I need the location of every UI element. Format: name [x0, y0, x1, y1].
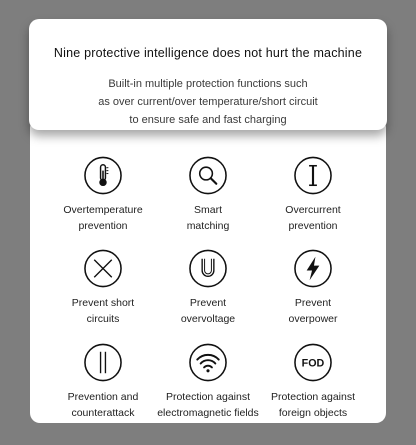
wifi-icon — [189, 343, 228, 382]
feature-label: Overtemperature — [63, 204, 143, 216]
u-shape-icon — [189, 249, 228, 288]
lightning-icon — [294, 249, 333, 288]
feature-label: Protection against — [165, 391, 251, 403]
description — [29, 75, 387, 129]
feature-label: matching — [186, 220, 230, 232]
magnifier-icon — [189, 156, 228, 195]
feature-label: Prevent short — [71, 297, 135, 309]
fod-badge-text: FOD — [301, 357, 325, 370]
fod-icon — [294, 343, 333, 382]
description-line: to ensure safe and fast charging — [129, 114, 287, 126]
feature-label: electromagnetic fields — [157, 407, 259, 419]
feature-label: Protection against — [270, 391, 356, 403]
feature-label: Smart — [193, 204, 222, 216]
feature-label: Overcurrent — [285, 204, 341, 216]
feature-label: Prevention and — [67, 391, 139, 403]
feature-label: circuits — [86, 313, 120, 325]
thermometer-icon — [84, 156, 123, 195]
cross-icon — [84, 249, 123, 288]
description-line: as over current/over temperature/short circuit — [98, 96, 318, 108]
features-card — [30, 118, 386, 423]
headline: Nine protective intelligence does not hurt the machine — [53, 46, 363, 60]
current-bar-icon — [294, 156, 333, 195]
feature-label: foreign objects — [278, 407, 348, 419]
feature-label: prevention — [288, 220, 338, 232]
feature-label: Prevent — [294, 297, 332, 309]
feature-label: prevention — [78, 220, 128, 232]
intro-card — [29, 19, 387, 130]
feature-label: counterattack — [71, 407, 135, 419]
double-line-icon — [84, 343, 123, 382]
feature-label: overpower — [288, 313, 338, 325]
feature-label: overvoltage — [180, 313, 236, 325]
description-line: Built-in multiple protection functions such — [108, 78, 308, 90]
feature-label: Prevent — [189, 297, 227, 309]
